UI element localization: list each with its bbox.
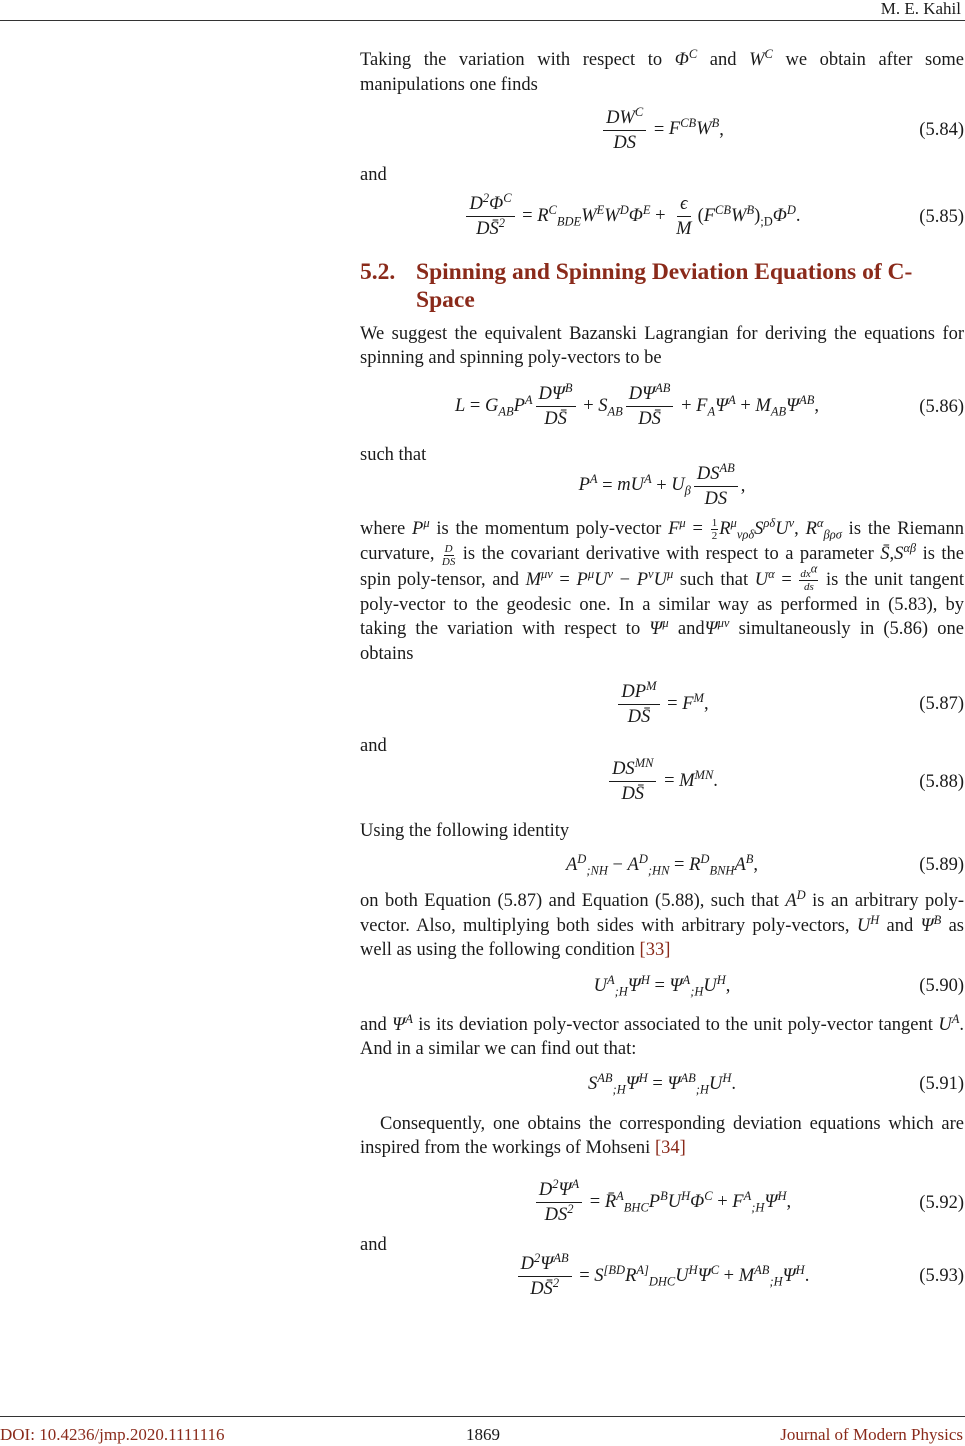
paragraph-deviation-vector: and $\Psi^A$ is its deviation poly-vector associated to the unit poly-vector tangent $U^A$. And in a similar we can find out that: — [360, 1011, 964, 1060]
citation-33[interactable]: [33] — [639, 940, 671, 961]
text-consequently: Consequently, one obtains the corresponding deviation equations which are inspired from the workings of Mohseni — [360, 1113, 964, 1159]
equation-5-84: $\frac{DW^C}{DS}$ = $F^{CB}W^B$, (5.84) — [360, 99, 964, 161]
paragraph-definitions: where $P^\mu$ is the momentum poly-vector $F^\mu$ = $\frac{1}{2}$ $R^\mu_{\nu\rho\delta}S^{\rho\delta}U^\nu$, $R^\alpha_{\beta\rho\sigma}$ is the Riemann curvature, $\frac{D}{DS}$ is the covariant derivative with respect to a parameter $S̄,S^{\alpha\beta}$ is the spin poly-tensor, and $M^{\mu\nu} = P^\mu U^\nu - P^\nu U^\mu$ such that $U^\alpha$ = $dx^\alpha$ ds is the unit tangent poly-vector to the geodesic one. In a similar way as performed in (5.83), by taking the variation with respect to $\Psi^\mu$ andΨ$^{\mu\nu}$ simultaneously in (5.86) one obtains — [360, 515, 965, 664]
text-and: and — [360, 165, 387, 185]
text-such-that: such that — [360, 444, 427, 465]
section-title: Spinning and Spinning Deviation Equations of C-Space — [416, 258, 913, 313]
running-header — [0, 0, 965, 21]
paragraph-variation: Taking the variation with respect to $\Phi^C$ and $W^C$ we obtain after some manipulations one finds — [360, 46, 965, 95]
equation-5-89: $A^D_{;NH} - A^D_{;HN} = R^D_{BNH}A^B$, (5.89) — [565, 851, 964, 878]
equation-5-87: $\frac{DP^M}{DS̄}$ = $F^M$, (5.87) — [360, 670, 964, 738]
citation-34[interactable]: [34] — [654, 1138, 686, 1159]
paragraph-identity-use: on both Equation (5.87) and Equation (5.88), such that $A^D$ is an arbitrary poly-vector. Also, multiplying both sides with arbitrary poly-vectors, $U^H$ and $\Psi^B$ as well as using the following condition [33] — [360, 888, 964, 961]
equation-number: (5.88) — [919, 771, 964, 792]
equation-number: (5.90) — [919, 975, 964, 996]
equation-momentum: $P^A = mU^A + U_\beta$ $\frac{DS^{AB}}{DS}$ , — [578, 460, 746, 509]
section-number: 5.2. — [360, 258, 396, 285]
equation-5-93: $\frac{D^2\Psi^{AB}}{DS̄^2}$ = $S^{[BD}R^{A]}_{DHC}U^H\Psi^C + M^{AB}_{;H}\Psi^H$. (5.93) — [360, 1247, 964, 1305]
page-body — [360, 48, 964, 1305]
equation-5-91: $S^{AB}_{;H}\Psi^H = \Psi^{AB}_{;H}U^H$. (5.91) — [588, 1070, 964, 1097]
paragraph-lagrangian-intro: We suggest the equivalent Bazanski Lagrangian for deriving the equations for spinning and spinning poly-vectors to be — [360, 323, 964, 368]
equation-number: (5.91) — [919, 1073, 964, 1094]
footer-journal-link[interactable]: Journal of Modern Physics — [780, 1425, 963, 1444]
equation-5-86: $L = G_{AB}P^A$ $\frac{D\Psi^B}{DS̄}$ + $S_{AB}$ $\frac{D\Psi^{AB}}{DS̄}$ + $F_A\Psi^A + M_{AB}\Psi^{AB}$, (5.86) — [454, 380, 964, 429]
equation-number: (5.89) — [919, 855, 964, 875]
equation-5-85: $\frac{D^2\Phi^C}{DS̄^2}$ = $R^C_{BDE}W^EW^D\Phi^E$ + $\frac{\epsilon}{M}$ $(F^{CB}W^B)_{;D}\Phi^D$. (5.85) — [360, 188, 964, 246]
equation-number: (5.92) — [919, 1192, 964, 1213]
equation-number: (5.84) — [919, 119, 964, 140]
equation-5-88: $\frac{DS^{MN}}{DS̄}$ = $M^{MN}$. (5.88) — [360, 753, 964, 811]
section-heading — [360, 258, 964, 314]
equation-number: (5.85) — [919, 206, 964, 227]
paragraph-consequently — [360, 1112, 964, 1161]
text-and: and — [360, 1234, 387, 1255]
text-using-identity: Using the following identity — [360, 820, 570, 841]
equation-number: (5.87) — [919, 694, 964, 714]
equation-number: (5.93) — [919, 1266, 964, 1286]
equation-number: (5.86) — [919, 396, 964, 417]
footer-page-number: 1869 — [466, 1425, 500, 1444]
equation-5-90: $U^A_{;H}\Psi^H = \Psi^A_{;H}U^H$, (5.90) — [593, 972, 964, 999]
text-and: and — [360, 736, 387, 757]
footer-doi-link[interactable]: DOI: 10.4236/jmp.2020.1111116 — [0, 1425, 225, 1444]
equation-5-92: $\frac{D^2\Psi^A}{DS^2}$ = $R̄^A_{BHC}P^BU^H\Phi^C + F^A_{;H}\Psi^H$, (5.92) — [360, 1169, 964, 1237]
header-author: M. E. Kahil — [880, 0, 961, 18]
page-footer — [0, 1416, 965, 1446]
